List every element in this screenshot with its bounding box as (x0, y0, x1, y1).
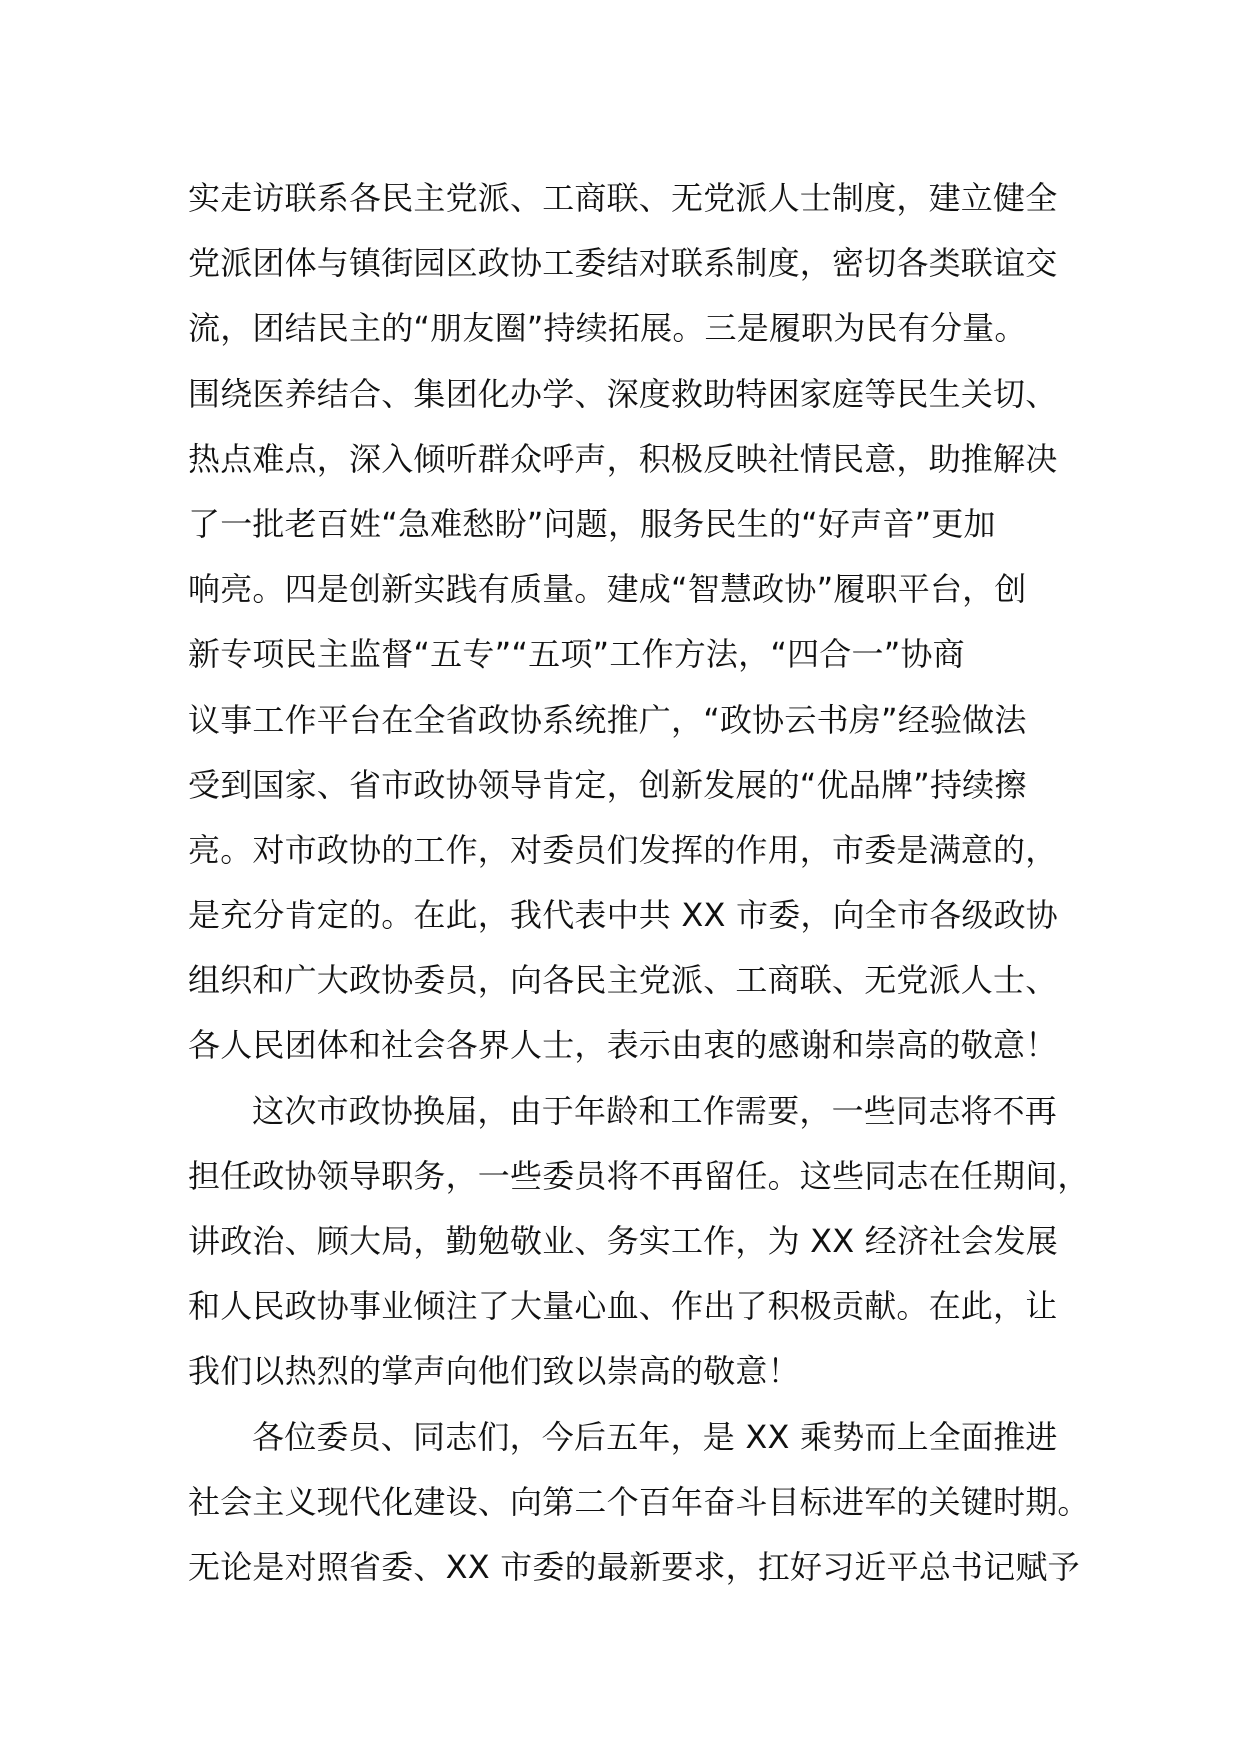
text-line: 响亮。四是创新实践有质量。建成“智慧政协”履职平台，创 (188, 570, 1027, 609)
text-line: 是充分肯定的。在此，我代表中共 XX 市委，向全市各级政协 (188, 896, 1058, 935)
text-line: 无论是对照省委、XX 市委的最新要求，扛好习近平总书记赋予 (188, 1547, 1080, 1586)
text-line: 社会主义现代化建设、向第二个百年奋斗目标进军的关键时期。 (188, 1482, 1090, 1521)
text-line: 围绕医养结合、集团化办学、深度救助特困家庭等民生关切、 (188, 374, 1058, 413)
text-line: 和人民政协事业倾注了大量心血、作出了积极贡献。在此，让 (188, 1287, 1058, 1326)
text-line: 热点难点，深入倾听群众呼声，积极反映社情民意，助推解决 (188, 439, 1058, 478)
text-line: 受到国家、省市政协领导肯定，创新发展的“优品牌”持续擦 (188, 765, 1027, 804)
paragraph-start-line: 这次市政协换届，由于年龄和工作需要，一些同志将不再 (252, 1091, 1058, 1130)
document-body (188, 166, 1088, 1600)
text-line: 党派团体与镇街园区政协工委结对联系制度，密切各类联谊交 (188, 244, 1058, 283)
text-line: 各人民团体和社会各界人士，表示由衷的感谢和崇高的敬意！ (188, 1026, 1058, 1065)
text-line: 流，团结民主的“朋友圈”持续拓展。三是履职为民有分量。 (188, 309, 1027, 348)
text-line: 实走访联系各民主党派、工商联、无党派人士制度，建立健全 (188, 179, 1058, 217)
text-line: 组织和广大政协委员，向各民主党派、工商联、无党派人士、 (188, 961, 1058, 1000)
paragraph-start-line: 各位委员、同志们，今后五年，是 XX 乘势而上全面推进 (252, 1417, 1058, 1456)
text-line: 担任政协领导职务，一些委员将不再留任。这些同志在任期间， (188, 1156, 1090, 1195)
text-line: 亮。对市政协的工作，对委员们发挥的作用，市委是满意的， (188, 830, 1058, 869)
text-line: 议事工作平台在全省政协系统推广，“政协云书房”经验做法 (188, 700, 1027, 739)
text-line: 讲政治、顾大局，勤勉敬业、务实工作，为 XX 经济社会发展 (188, 1222, 1058, 1260)
text-line: 新专项民主监督“五专”“五项”工作方法，“四合一”协商 (188, 635, 965, 674)
text-line: 我们以热烈的掌声向他们致以崇高的敬意！ (188, 1352, 800, 1391)
text-line: 了一批老百姓“急难愁盼”问题，服务民生的“好声音”更加 (188, 504, 996, 543)
